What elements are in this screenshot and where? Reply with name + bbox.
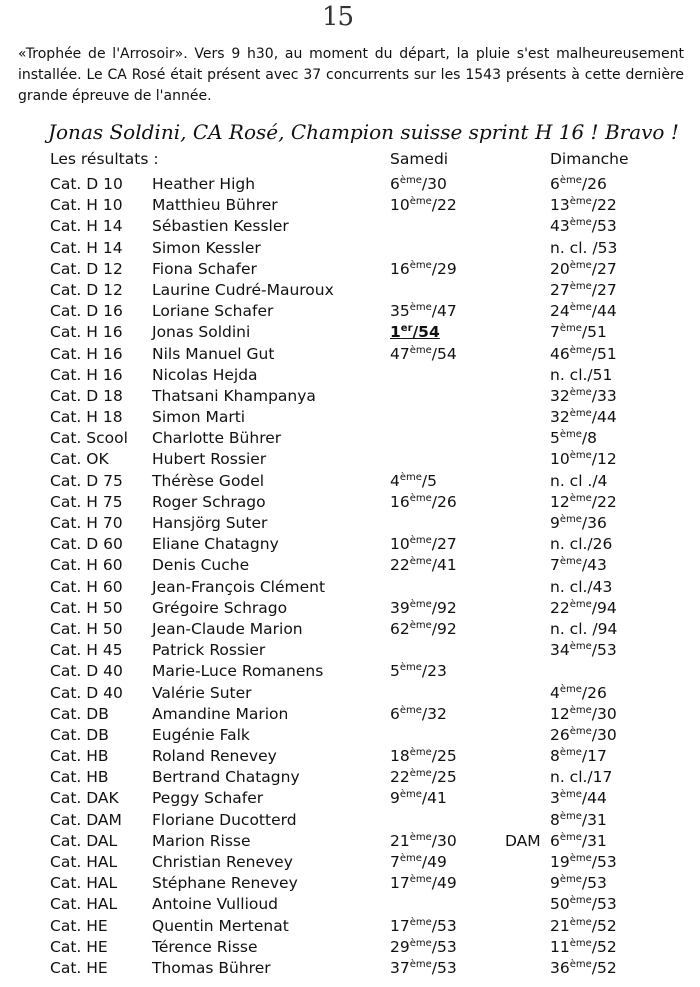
category-cell: Cat. H 18 — [50, 408, 123, 427]
competitor-name: Térence Risse — [152, 937, 258, 956]
competitor-name: Antoine Vullioud — [152, 895, 279, 914]
result-row — [0, 746, 700, 767]
rank-suffix: ème — [569, 450, 592, 462]
rank-suffix: ème — [409, 196, 432, 208]
saturday-result: 16ème/29 — [390, 259, 457, 278]
rank-suffix: ème — [569, 386, 592, 398]
result-row — [0, 322, 700, 343]
saturday-result: 18ème/25 — [390, 747, 457, 766]
result-row — [0, 386, 700, 407]
category-cell: Cat. D 40 — [50, 662, 123, 681]
sunday-result: 9ème/36 — [550, 514, 607, 532]
result-row — [0, 831, 700, 852]
rank-suffix: ème — [559, 175, 582, 186]
category-cell: Cat. D 10 — [50, 175, 123, 193]
category-cell: Cat. DAM — [50, 810, 122, 829]
competitor-name: Marion Risse — [152, 831, 251, 850]
rank-suffix: ème — [409, 747, 432, 759]
sunday-result: 19ème/53 — [550, 853, 617, 871]
competitor-name: Floriane Ducotterd — [152, 810, 297, 829]
sunday-result: n. cl./17 — [550, 768, 613, 787]
sunday-result: 24ème/44 — [550, 302, 617, 321]
competitor-name: Patrick Rossier — [152, 641, 266, 660]
rank-suffix: ème — [559, 323, 582, 335]
result-row — [0, 216, 700, 237]
rank-suffix: ème — [409, 619, 432, 631]
sunday-result: 7ème/43 — [550, 556, 607, 575]
saturday-result: 4ème/5 — [390, 471, 438, 490]
result-row — [0, 725, 700, 746]
rank-suffix: ème — [569, 492, 592, 504]
rank-suffix: ème — [569, 916, 592, 928]
competitor-name: Quentin Mertenat — [152, 916, 289, 935]
sunday-result: 8ème/31 — [550, 810, 607, 829]
category-cell: Cat. D 12 — [50, 259, 123, 278]
category-cell: Cat. DB — [50, 704, 109, 723]
sunday-result: 5ème/8 — [550, 429, 598, 448]
result-row — [0, 238, 700, 259]
competitor-name: Jonas Soldini — [152, 323, 251, 342]
competitor-name: Thérèse Godel — [152, 471, 265, 490]
competitor-name: Charlotte Bührer — [152, 429, 282, 448]
category-cell: Cat. DB — [50, 725, 109, 744]
saturday-result: 62ème/92 — [390, 619, 457, 638]
category-cell: Cat. H 50 — [50, 619, 123, 638]
rank-suffix: ème — [559, 429, 582, 441]
saturday-header: Samedi — [390, 150, 449, 168]
saturday-result: 6ème/30 — [390, 175, 447, 193]
sunday-result: 43ème/53 — [550, 217, 617, 236]
sunday-result: 34ème/53 — [550, 641, 617, 660]
rank-suffix: ème — [559, 556, 582, 568]
category-cell: Cat. HE — [50, 916, 108, 935]
saturday-result: 37ème/53 — [390, 958, 457, 977]
competitor-name: Roger Schrago — [152, 492, 266, 511]
saturday-result: 39ème/92 — [390, 598, 457, 617]
intro-text: «Trophée de l'Arrosoir». Vers 9 h30, au moment du départ, la pluie s'est malheureusement installée. Le CA Rosé était présent avec 37 concurrents sur les 1543 présents à cette dernière grande épreuve de l'année. — [18, 46, 684, 104]
rank-suffix: ème — [569, 217, 592, 229]
page-number: 15 — [322, 2, 354, 32]
result-row — [0, 471, 700, 492]
competitor-name: Fiona Schafer — [152, 259, 257, 278]
category-cell: Cat. D 75 — [50, 471, 123, 490]
competitor-name: Hubert Rossier — [152, 450, 267, 469]
category-cell: Cat. D 18 — [50, 386, 123, 405]
sunday-result: n. cl ./4 — [550, 471, 608, 490]
competitor-name: Marie-Luce Romanens — [152, 662, 324, 681]
rank-suffix: ème — [399, 789, 422, 801]
result-row — [0, 492, 700, 513]
rank-suffix: ème — [569, 704, 592, 716]
headline: Jonas Soldini, CA Rosé, Champion suisse sprint H 16 ! Bravo ! — [48, 120, 679, 144]
competitor-name: Nicolas Hejda — [152, 365, 258, 384]
result-row — [0, 428, 700, 449]
rank-suffix: ème — [569, 344, 592, 356]
category-cell: Cat. H 75 — [50, 492, 123, 511]
rank-suffix: ème — [409, 937, 432, 949]
rank-emphasis: 1er/54 — [390, 323, 440, 342]
result-row — [0, 301, 700, 322]
result-row — [0, 555, 700, 576]
rank-suffix: ème — [569, 259, 592, 271]
saturday-result: 10ème/22 — [390, 196, 457, 215]
category-cell: Cat. HB — [50, 768, 109, 787]
rank-suffix: ème — [559, 810, 582, 822]
rank-suffix: ème — [409, 598, 432, 610]
category-cell: Cat. H 10 — [50, 196, 123, 215]
result-row — [0, 916, 700, 937]
rank-suffix: ème — [409, 916, 432, 928]
saturday-result: 21ème/30 — [390, 831, 457, 850]
competitor-name: Jean-Claude Marion — [152, 619, 303, 638]
result-row — [0, 280, 700, 301]
category-cell: Cat. HB — [50, 747, 109, 766]
category-cell: Cat. HAL — [50, 874, 118, 893]
sunday-result: n. cl./51 — [550, 365, 613, 384]
result-row — [0, 767, 700, 788]
result-row — [0, 661, 700, 682]
competitor-name: Nils Manuel Gut — [152, 344, 275, 363]
category-cell: Cat. H 16 — [50, 323, 123, 342]
result-row — [0, 344, 700, 365]
competitor-name: Thomas Bührer — [152, 958, 271, 977]
rank-suffix: ème — [559, 831, 582, 843]
sunday-result: n. cl./43 — [550, 577, 613, 596]
competitor-name: Loriane Schafer — [152, 302, 274, 321]
saturday-result: 17ème/49 — [390, 874, 457, 893]
result-row — [0, 788, 700, 809]
saturday-result: 35ème/47 — [390, 302, 457, 321]
category-cell: Cat. DAL — [50, 831, 118, 850]
saturday-result: 29ème/53 — [390, 937, 457, 956]
rank-suffix: ème — [409, 492, 432, 504]
competitor-name: Amandine Marion — [152, 704, 289, 723]
saturday-result: 22ème/25 — [390, 768, 457, 787]
competitor-name: Eliane Chatagny — [152, 535, 279, 554]
category-cell: Cat. D 40 — [50, 683, 123, 702]
result-row — [0, 195, 700, 216]
competitor-name: Jean-François Clément — [152, 577, 326, 596]
category-cell: Cat. Scool — [50, 429, 128, 448]
result-row — [0, 958, 700, 979]
rank-suffix: ème — [399, 175, 422, 186]
result-row — [0, 704, 700, 725]
sunday-result: n. cl. /94 — [550, 619, 618, 638]
competitor-name: Grégoire Schrago — [152, 598, 288, 617]
category-cell: Cat. H 14 — [50, 238, 123, 257]
results-heading: Les résultats : — [50, 150, 159, 168]
rank-suffix: ème — [559, 683, 582, 695]
sunday-result: 7ème/51 — [550, 323, 607, 342]
rank-suffix: ème — [409, 344, 432, 356]
category-cell: Cat. HE — [50, 958, 108, 977]
sunday-result: 4ème/26 — [550, 683, 607, 702]
result-row — [0, 513, 700, 534]
result-row — [0, 894, 700, 915]
sunday-result: 20ème/27 — [550, 259, 617, 278]
rank-suffix: ème — [569, 641, 592, 653]
category-cell: Cat. H 60 — [50, 556, 123, 575]
sunday-result: 46ème/51 — [550, 344, 617, 363]
sunday-result: 22ème/94 — [550, 598, 617, 617]
category-cell: Cat. HAL — [50, 895, 118, 914]
category-cell: Cat. OK — [50, 450, 109, 469]
rank-suffix: ème — [569, 280, 592, 292]
competitor-name: Simon Kessler — [152, 238, 261, 257]
category-cell: Cat. H 70 — [50, 514, 123, 532]
sunday-result: 13ème/22 — [550, 196, 617, 215]
result-row — [0, 534, 700, 555]
rank-suffix: ème — [569, 598, 592, 610]
rank-suffix: ème — [409, 556, 432, 568]
result-row — [0, 365, 700, 386]
saturday-result: 22ème/41 — [390, 556, 457, 575]
sunday-result: 50ème/53 — [550, 895, 617, 914]
category-cell: Cat. DAK — [50, 789, 119, 808]
result-row — [0, 873, 700, 894]
competitor-name: Christian Renevey — [152, 853, 293, 871]
category-cell: Cat. HE — [50, 937, 108, 956]
rank-suffix: ème — [409, 958, 432, 970]
saturday-result: 6ème/32 — [390, 704, 447, 723]
result-row — [0, 577, 700, 598]
sunday-result: 6ème/31 — [550, 831, 607, 850]
sunday-result: 27ème/27 — [550, 280, 617, 299]
competitor-name: Matthieu Bührer — [152, 196, 278, 215]
rank-suffix: ème — [409, 831, 432, 843]
sunday-result: 12ème/30 — [550, 704, 617, 723]
result-row — [0, 259, 700, 280]
sunday-result: 11ème/52 — [550, 937, 617, 956]
rank-suffix: ème — [399, 662, 422, 674]
rank-suffix: ème — [399, 471, 422, 483]
rank-suffix: ème — [569, 725, 592, 737]
rank-suffix: ème — [409, 535, 432, 547]
rank-suffix: ème — [399, 853, 422, 864]
result-row — [0, 174, 700, 195]
sunday-result: 32ème/44 — [550, 408, 617, 427]
rank-suffix: ème — [569, 958, 592, 970]
rank-suffix: ème — [409, 259, 432, 271]
rank-suffix: ème — [409, 768, 432, 780]
sunday-result: 9ème/53 — [550, 874, 607, 893]
result-row — [0, 683, 700, 704]
sunday-result: n. cl./26 — [550, 535, 613, 554]
rank-suffix: ème — [569, 895, 592, 907]
category-cell: Cat. H 14 — [50, 217, 123, 236]
result-row — [0, 937, 700, 958]
sunday-result: n. cl. /53 — [550, 238, 618, 257]
saturday-result: 17ème/53 — [390, 916, 457, 935]
category-cell: Cat. H 50 — [50, 598, 123, 617]
category-cell: Cat. HAL — [50, 853, 118, 871]
sunday-result: 3ème/44 — [550, 789, 607, 808]
sunday-result: 26ème/30 — [550, 725, 617, 744]
competitor-name: Laurine Cudré-Mauroux — [152, 280, 334, 299]
rank-suffix: er — [400, 323, 413, 335]
result-row — [0, 619, 700, 640]
category-note: DAM — [505, 831, 541, 850]
category-cell: Cat. D 60 — [50, 535, 123, 554]
rank-suffix: ème — [569, 302, 592, 314]
result-row — [0, 852, 700, 873]
competitor-name: Thatsani Khampanya — [152, 386, 316, 405]
category-cell: Cat. H 60 — [50, 577, 123, 596]
competitor-name: Heather High — [152, 175, 256, 193]
results-table — [0, 174, 700, 979]
rank-suffix: ème — [559, 874, 582, 886]
rank-suffix: ème — [409, 302, 432, 314]
rank-suffix: ème — [559, 789, 582, 801]
sunday-result: 10ème/12 — [550, 450, 617, 469]
category-cell: Cat. D 12 — [50, 280, 123, 299]
competitor-name: Roland Renevey — [152, 747, 277, 766]
sunday-result: 6ème/26 — [550, 175, 607, 193]
rank-suffix: ème — [569, 196, 592, 208]
rank-suffix: ème — [569, 408, 592, 420]
result-row — [0, 407, 700, 428]
sunday-result: 21ème/52 — [550, 916, 617, 935]
saturday-result: 10ème/27 — [390, 535, 457, 554]
competitor-name: Hansjörg Suter — [152, 514, 268, 532]
competitor-name: Denis Cuche — [152, 556, 250, 575]
result-row — [0, 640, 700, 661]
competitor-name: Valérie Suter — [152, 683, 252, 702]
sunday-result: 36ème/52 — [550, 958, 617, 977]
saturday-result: 16ème/26 — [390, 492, 457, 511]
competitor-name: Stéphane Renevey — [152, 874, 298, 893]
rank-suffix: ème — [559, 514, 582, 525]
competitor-name: Bertrand Chatagny — [152, 768, 300, 787]
rank-suffix: ème — [399, 704, 422, 716]
result-row — [0, 449, 700, 470]
rank-suffix: ème — [569, 937, 592, 949]
saturday-result: 47ème/54 — [390, 344, 457, 363]
saturday-result: 5ème/23 — [390, 662, 447, 681]
rank-suffix: ème — [569, 853, 592, 864]
rank-suffix: ème — [409, 874, 432, 886]
saturday-result: 9ème/41 — [390, 789, 447, 808]
saturday-result: 7ème/49 — [390, 853, 447, 871]
category-cell: Cat. H 16 — [50, 365, 123, 384]
result-row — [0, 598, 700, 619]
competitor-name: Simon Marti — [152, 408, 246, 427]
sunday-header: Dimanche — [550, 150, 629, 168]
result-row — [0, 810, 700, 831]
sunday-result: 8ème/17 — [550, 747, 607, 766]
competitor-name: Eugénie Falk — [152, 725, 250, 744]
category-cell: Cat. H 16 — [50, 344, 123, 363]
intro-paragraph — [18, 44, 684, 107]
sunday-result: 32ème/33 — [550, 386, 617, 405]
competitor-name: Peggy Schafer — [152, 789, 264, 808]
sunday-result: 12ème/22 — [550, 492, 617, 511]
rank-suffix: ème — [559, 747, 582, 759]
competitor-name: Sébastien Kessler — [152, 217, 289, 236]
category-cell: Cat. D 16 — [50, 302, 123, 321]
category-cell: Cat. H 45 — [50, 641, 123, 660]
